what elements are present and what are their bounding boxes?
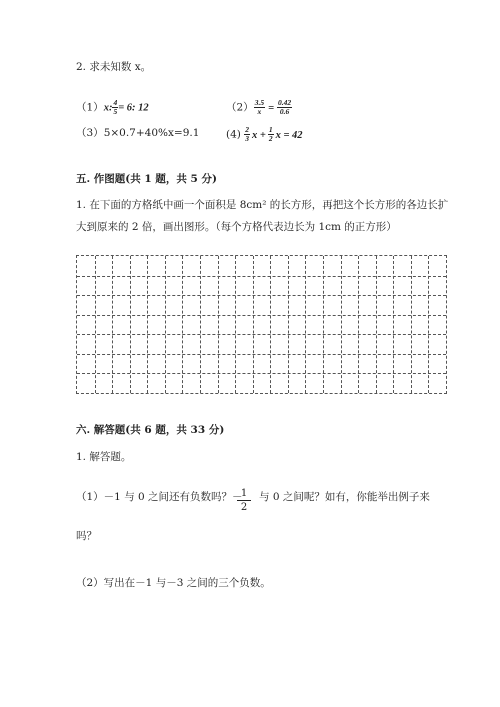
equation-4-fraction-1: $\frac{2}{3}$ <box>245 125 249 143</box>
equation-1-rhs: = 6: 12 <box>118 102 149 114</box>
section-six-title: 六. 解答题(共 6 题，共 33 分) <box>76 424 225 436</box>
part-1-text-c: 吗？ <box>76 530 97 542</box>
equation-4-end: x = 42 <box>275 129 303 141</box>
equation-3-expr: 5×0.7+40%x=9.1 <box>103 127 200 139</box>
grid-row-line <box>77 295 446 296</box>
equation-4 <box>226 126 303 143</box>
draw-question-line-1: 1. 在下面的方格纸中画一个面积是 8cm² 的长方形，再把这个长方形的各边长扩 <box>76 199 449 211</box>
square-grid-paper <box>76 255 447 394</box>
equation-4-fraction-2: $\frac{1}{2}$ <box>268 125 273 143</box>
equation-2-label: （2） <box>226 101 254 114</box>
grid-row-line <box>77 276 446 277</box>
equation-3-label: （3） <box>76 127 104 139</box>
equation-1-var: x: <box>103 102 113 114</box>
equation-1-fraction: $\frac{4}{5}$ <box>113 98 118 116</box>
equation-2-equals: = <box>268 102 275 114</box>
equation-1 <box>76 99 149 116</box>
equation-2 <box>226 99 292 116</box>
equation-4-mid: x + <box>251 129 266 141</box>
equation-4-label: (4) <box>226 128 241 141</box>
answer-question-1: 1. 解答题。 <box>76 451 132 463</box>
equation-2-fraction-left: $\frac{3.5}{x}$ <box>254 98 265 116</box>
part-1-text-b: 与 0 之间呢？如有，你能举出例子来 <box>259 491 430 503</box>
part-1-text-a: （1）－1 与 0 之间还有负数吗？－ <box>76 491 243 503</box>
equation-3 <box>76 126 199 140</box>
grid-row-line <box>77 373 446 374</box>
grid-row-line <box>77 354 446 355</box>
draw-question-line-2: 大到原来的 2 倍，画出图形。（每个方格代表边长为 1cm 的正方形） <box>76 221 397 233</box>
solve-heading: 2. 求未知数 x。 <box>76 61 152 73</box>
part-2-text: （2）写出在－1 与－3 之间的三个负数。 <box>76 577 271 589</box>
grid-row-line <box>77 334 446 335</box>
part-1-fraction: $\frac{1}{2}$ <box>237 487 251 514</box>
equation-1-label: （1） <box>76 101 104 114</box>
grid-row-line <box>77 315 446 316</box>
equation-2-fraction-right: $\frac{0.42}{0.6}$ <box>278 98 292 116</box>
section-five-title: 五. 作图题(共 1 题，共 5 分) <box>76 173 217 185</box>
